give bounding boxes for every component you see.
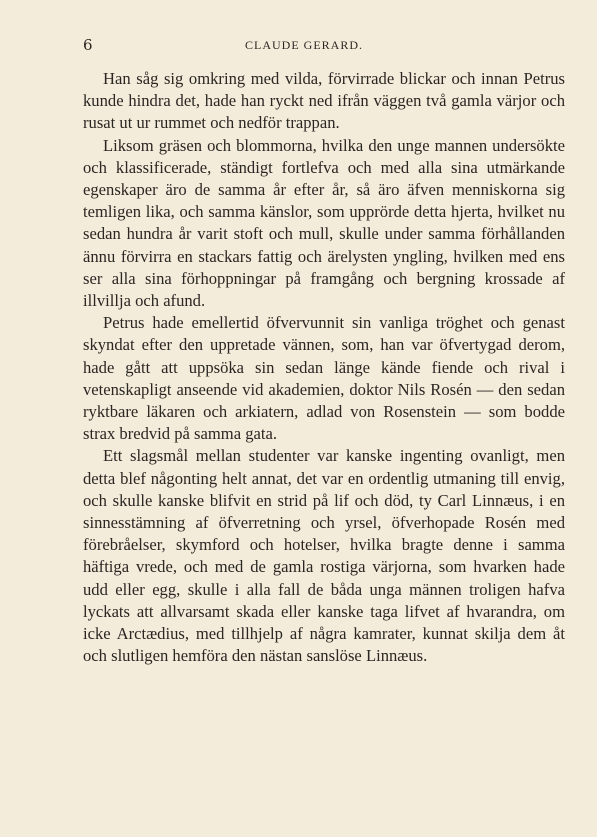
running-title: CLAUDE GERARD. xyxy=(245,38,363,52)
running-head xyxy=(83,36,565,66)
body-text xyxy=(83,68,565,667)
paragraph-3: Petrus hade emellertid öfvervunnit sin vanliga tröghet och genast skyndat efter den uppretade vännen, som, han var öfvertygad derom, hade gått att uppsöka sin sedan länge kände fiende och rival i vetenskapligt anseende vid akademien, doktor Nils Rosén — den sedan ryktbare läkaren och arkiatern, adlad von Rosenstein — som bodde strax bredvid på samma gata. xyxy=(83,313,565,444)
paragraph-1: Han såg sig omkring med vilda, förvirrade blickar och innan Petrus kunde hindra det, hade han ryckt ned ifrån väggen två gamla värjor och rusat ut ur rummet och nedför trappan. xyxy=(83,69,565,133)
paragraph-2: Liksom gräsen och blommorna, hvilka den unge mannen undersökte och klassificerade, ständigt fortlefva och med alla sina utmärkande egenskaper äro de samma år efter år, så äro äfven menniskorna sig temligen lika, och samma känslor, som upprörde detta hjerta, hvilket nu sedan hundra år varit stoft och mull, skulle under samma förhållanden ännu förvirra en stackars fattig och ärelysten yngling, hvilken med ens ser alla sina förhoppningar på framgång och bergning krossade af illvillja och afund. xyxy=(83,135,565,311)
page-number: 6 xyxy=(83,36,94,54)
paragraph-4: Ett slagsmål mellan studenter var kanske ingenting ovanligt, men detta blef någonting helt annat, det var en ordentlig utmaning till envig, och skulle kanske blifvit en strid på lif och död, ty Carl Linnæus, i en sinnesstämning af öfverretning och yrsel, öfverhopade Rosén med förebråelser, skymford och hotelser, hvilka bragte denne i samma häftiga vrede, och med de gamla rostiga värjorna, som hvarken hade udd eller egg, skulle i alla fall de båda unga männen troligen hafva lyckats att allvarsamt skada eller kanske taga lifvet af hvarandra, om icke Arctædius, med tillhjelp af några kamrater, kunnat skilja dem åt och slutligen hemföra den nästan sanslöse Linnæus. xyxy=(83,446,565,666)
